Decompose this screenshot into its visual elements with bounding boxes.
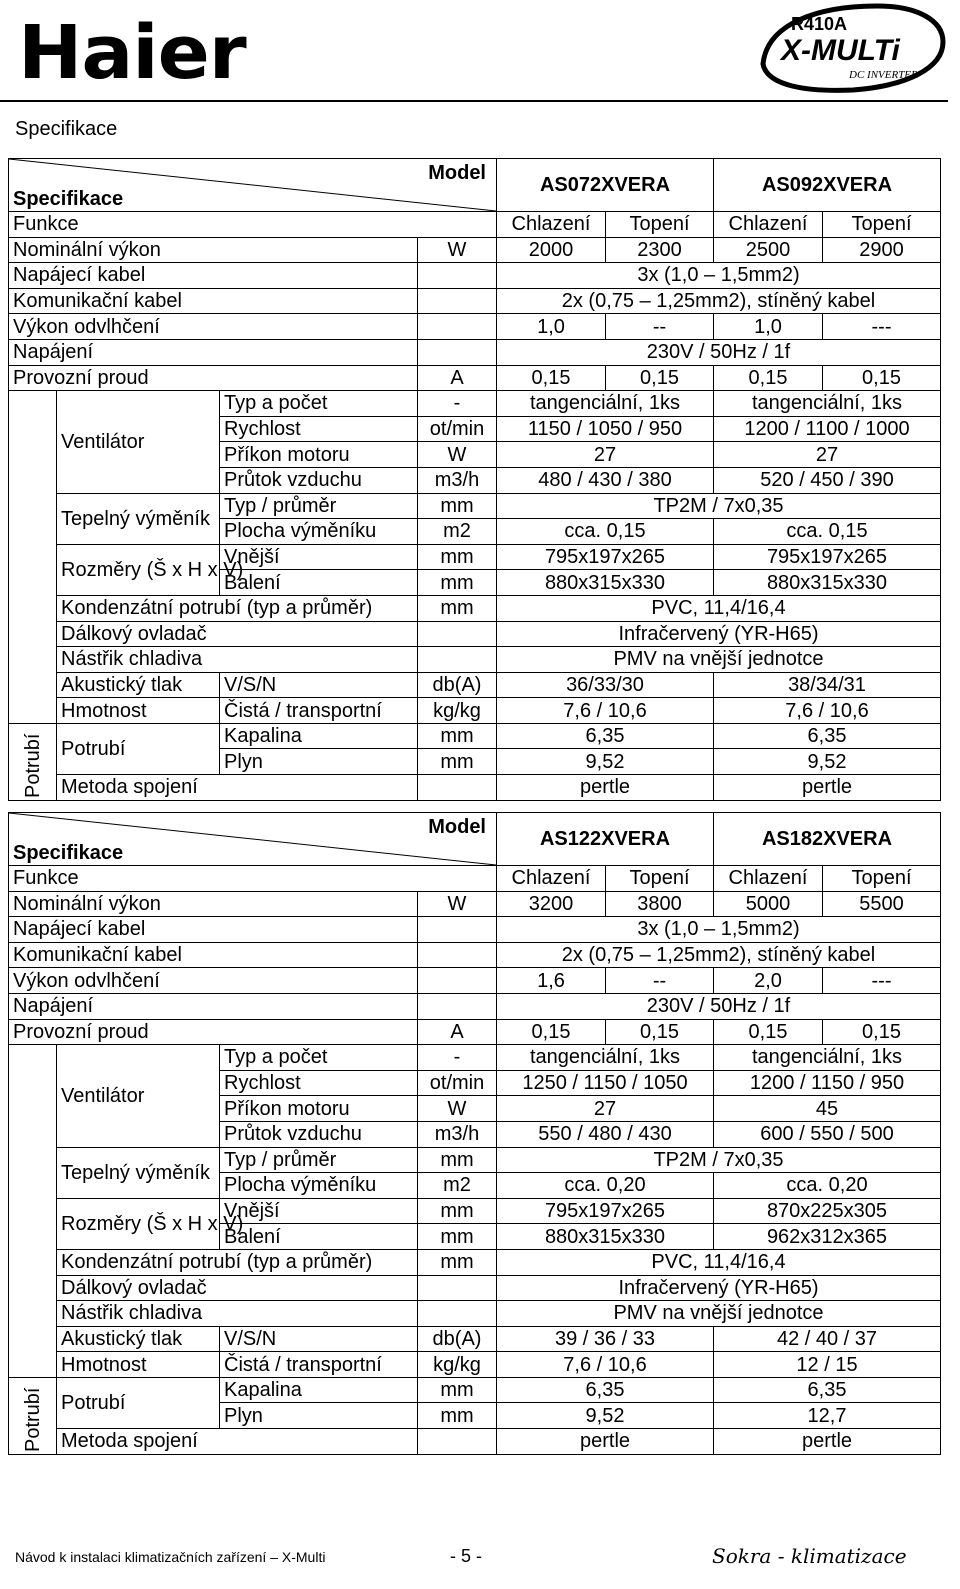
value-cell: 2x (0,75 – 1,25mm2), stíněný kabel [497,942,941,968]
value-cell: 27 [714,442,941,468]
left-margin-cell [9,1173,57,1199]
unit-cell: mm [418,544,497,570]
table-row [9,942,941,968]
row-label: Provozní proud [9,1019,418,1045]
table-row [9,672,941,698]
unit-cell: mm [418,570,497,596]
value-cell: 27 [497,442,714,468]
value-cell: 0,15 [497,365,606,391]
piping-vertical-text: Potrubí [21,733,44,798]
row-label: Komunikační kabel [9,288,418,314]
x-multi-logo [757,2,947,94]
left-margin-cell [9,1326,57,1352]
value-cell: 2000 [497,237,606,263]
left-margin-cell [9,647,57,673]
left-margin-cell [9,544,57,570]
table-row [9,263,941,289]
value-cell: 880x315x330 [497,1224,714,1250]
value-cell: pertle [497,775,714,801]
row-label: Plyn [220,1403,418,1429]
table-row [9,621,941,647]
left-margin-cell [9,1198,57,1224]
group-label: Potrubí [57,1377,220,1428]
left-margin-cell [9,570,57,596]
value-cell: 7,6 / 10,6 [714,698,941,724]
table-row [9,968,941,994]
piping-vertical-text: Potrubí [21,1387,44,1452]
row-label: Příkon motoru [220,442,418,468]
left-margin-cell [9,391,57,417]
unit-cell: W [418,1096,497,1122]
group-label: Tepelný výměník [57,493,220,544]
value-cell: 870x225x305 [714,1198,941,1224]
left-margin-cell [9,1352,57,1378]
model-spec-corner [9,159,497,212]
row-label: Nominální výkon [9,891,418,917]
row-label: Kondenzátní potrubí (typ a průměr) [57,1249,418,1275]
value-cell: 6,35 [714,1377,941,1403]
row-label: Kapalina [220,723,418,749]
value-cell: cca. 0,20 [714,1173,941,1199]
left-margin-cell [9,1224,57,1250]
left-margin-cell [9,1121,57,1147]
value-cell: PMV na vnější jednotce [497,647,941,673]
table-row [9,993,941,1019]
unit-cell: m2 [418,1173,497,1199]
unit-cell: mm [418,749,497,775]
row-label: Metoda spojení [57,775,418,801]
logo-sub-text: DC INVERTER [849,69,918,81]
value-cell: 1,0 [714,314,823,340]
value-cell: 7,6 / 10,6 [497,698,714,724]
table-row [9,544,941,570]
value-cell: cca. 0,20 [497,1173,714,1199]
row-label: Komunikační kabel [9,942,418,968]
left-margin-cell [9,1045,57,1071]
unit-cell [418,1301,497,1327]
group-label: Rozměry (Š x H x V) [57,544,220,595]
unit-cell [418,288,497,314]
mode-cell: Topení [823,212,941,238]
value-cell: 1,6 [497,968,606,994]
value-cell: 795x197x265 [714,544,941,570]
left-margin-cell [9,416,57,442]
row-label: Nástřik chladiva [57,1301,418,1327]
page-title: Specifikace [15,118,118,140]
unit-cell [418,942,497,968]
row-sublabel: V/S/N [220,1326,418,1352]
unit-cell [418,339,497,365]
unit-cell [418,647,497,673]
value-cell: 3800 [606,891,714,917]
unit-cell: - [418,391,497,417]
table-row [9,1147,941,1173]
value-cell: 3x (1,0 – 1,5mm2) [497,917,941,943]
row-label: Akustický tlak [57,1326,220,1352]
table-row [9,1326,941,1352]
model-spec-corner [9,813,497,866]
value-cell: 0,15 [606,365,714,391]
unit-cell: W [418,442,497,468]
refrigerant-label: R410A [791,14,848,34]
table-row [9,1429,941,1455]
value-cell: 1150 / 1050 / 950 [497,416,714,442]
value-cell: cca. 0,15 [714,519,941,545]
spec-label: Specifikace [13,188,124,210]
row-label: Kondenzátní potrubí (typ a průměr) [57,595,418,621]
table-row [9,314,941,340]
row-label: Příkon motoru [220,1096,418,1122]
row-label: Plocha výměníku [220,519,418,545]
row-label: Napájecí kabel [9,917,418,943]
value-cell: 2,0 [714,968,823,994]
left-margin-cell [9,442,57,468]
value-cell: pertle [714,775,941,801]
mode-cell: Chlazení [714,212,823,238]
row-label: Dálkový ovladač [57,621,418,647]
table-row [9,1301,941,1327]
row-label: Napájení [9,339,418,365]
value-cell: 6,35 [497,723,714,749]
row-label: Dálkový ovladač [57,1275,418,1301]
row-label: Průtok vzduchu [220,467,418,493]
left-margin-cell [9,1275,57,1301]
value-cell: PVC, 11,4/16,4 [497,1249,941,1275]
unit-cell: mm [418,1403,497,1429]
value-cell: 5500 [823,891,941,917]
left-margin-cell [9,621,57,647]
value-cell: 600 / 550 / 500 [714,1121,941,1147]
value-cell: 0,15 [714,1019,823,1045]
left-margin-cell [9,1249,57,1275]
value-cell: 795x197x265 [497,544,714,570]
value-cell: 36/33/30 [497,672,714,698]
value-cell: 0,15 [823,1019,941,1045]
footer-company: Sokra - klimatizace [712,1544,907,1568]
value-cell: 2x (0,75 – 1,25mm2), stíněný kabel [497,288,941,314]
left-margin-cell [9,1301,57,1327]
value-cell: 12 / 15 [714,1352,941,1378]
value-cell: 1,0 [497,314,606,340]
group-label: Ventilátor [57,1045,220,1147]
row-label: Výkon odvlhčení [9,314,418,340]
left-margin-cell [9,493,57,519]
value-cell: tangenciální, 1ks [497,391,714,417]
model-label: Model [428,816,486,838]
table-row [9,365,941,391]
table-row [9,647,941,673]
value-cell: TP2M / 7x0,35 [497,1147,941,1173]
table-row [9,339,941,365]
table-row [9,288,941,314]
value-cell: PVC, 11,4/16,4 [497,595,941,621]
unit-cell [418,621,497,647]
spec-table-1 [8,158,941,801]
spec-table-2 [8,812,941,1455]
table-row [9,891,941,917]
row-label: Typ a počet [220,1045,418,1071]
row-label: Nominální výkon [9,237,418,263]
unit-cell [418,917,497,943]
row-sublabel: V/S/N [220,672,418,698]
value-cell: TP2M / 7x0,35 [497,493,941,519]
value-cell: 1200 / 1150 / 950 [714,1070,941,1096]
value-cell: 6,35 [497,1377,714,1403]
row-label: Metoda spojení [57,1429,418,1455]
value-cell: tangenciální, 1ks [497,1045,714,1071]
left-margin-cell [9,1070,57,1096]
value-cell: 1250 / 1150 / 1050 [497,1070,714,1096]
unit-cell: mm [418,723,497,749]
table-row [9,698,941,724]
product-logo-text: X-MULTi [781,34,900,67]
mode-cell: Topení [606,866,714,892]
value-cell: 2300 [606,237,714,263]
table-row [9,1377,941,1403]
piping-side-label [9,723,57,800]
value-cell: 230V / 50Hz / 1f [497,339,941,365]
table-row [9,775,941,801]
unit-cell: W [418,891,497,917]
value-cell: --- [823,314,941,340]
row-label: Typ / průměr [220,1147,418,1173]
row-label: Funkce [9,212,497,238]
left-margin-cell [9,1096,57,1122]
row-label: Rychlost [220,1070,418,1096]
unit-cell: mm [418,1147,497,1173]
value-cell: 230V / 50Hz / 1f [497,993,941,1019]
value-cell: PMV na vnější jednotce [497,1301,941,1327]
value-cell: 2500 [714,237,823,263]
value-cell: 0,15 [823,365,941,391]
value-cell: 42 / 40 / 37 [714,1326,941,1352]
value-cell: 3x (1,0 – 1,5mm2) [497,263,941,289]
unit-cell: mm [418,493,497,519]
group-label: Potrubí [57,723,220,774]
row-label: Průtok vzduchu [220,1121,418,1147]
page-number: - 5 - [450,1546,483,1566]
value-cell: tangenciální, 1ks [714,391,941,417]
value-cell: cca. 0,15 [497,519,714,545]
unit-cell [418,993,497,1019]
unit-cell [418,1275,497,1301]
value-cell: 39 / 36 / 33 [497,1326,714,1352]
mode-cell: Topení [823,866,941,892]
row-label: Typ a počet [220,391,418,417]
row-sublabel: Čistá / transportní [220,698,418,724]
model-label: Model [428,162,486,184]
row-label: Výkon odvlhčení [9,968,418,994]
value-cell: 0,15 [497,1019,606,1045]
value-cell: 45 [714,1096,941,1122]
mode-cell: Chlazení [714,866,823,892]
unit-cell [418,1429,497,1455]
value-cell: 2900 [823,237,941,263]
left-margin-cell [9,698,57,724]
row-label: Funkce [9,866,497,892]
mode-cell: Chlazení [497,212,606,238]
value-cell: Infračervený (YR-H65) [497,621,941,647]
unit-cell: db(A) [418,1326,497,1352]
value-cell: 520 / 450 / 390 [714,467,941,493]
row-sublabel: Čistá / transportní [220,1352,418,1378]
row-label: Napájecí kabel [9,263,418,289]
row-label: Provozní proud [9,365,418,391]
row-label: Vnější [220,1198,418,1224]
mode-cell: Chlazení [497,866,606,892]
table-row [9,595,941,621]
value-cell: 1200 / 1100 / 1000 [714,416,941,442]
unit-cell: mm [418,1377,497,1403]
value-cell: 550 / 480 / 430 [497,1121,714,1147]
left-margin-cell [9,1147,57,1173]
left-margin-cell [9,519,57,545]
value-cell: 962x312x365 [714,1224,941,1250]
brand-logo: Haier [18,10,246,96]
value-cell: -- [606,314,714,340]
group-label: Tepelný výměník [57,1147,220,1198]
left-margin-cell [9,672,57,698]
unit-cell: - [418,1045,497,1071]
unit-cell [418,263,497,289]
unit-cell: db(A) [418,672,497,698]
footer-manual-title: Návod k instalaci klimatizačních zařízení – X-Multi [15,1549,326,1565]
unit-cell [418,314,497,340]
unit-cell: ot/min [418,416,497,442]
value-cell: 38/34/31 [714,672,941,698]
value-cell: 0,15 [714,365,823,391]
table-row [9,212,941,238]
row-label: Rychlost [220,416,418,442]
value-cell: 7,6 / 10,6 [497,1352,714,1378]
piping-side-label [9,1377,57,1454]
value-cell: 9,52 [497,749,714,775]
row-label: Vnější [220,544,418,570]
value-cell: 795x197x265 [497,1198,714,1224]
row-label: Kapalina [220,1377,418,1403]
value-cell: 880x315x330 [497,570,714,596]
table-row [9,493,941,519]
table-row [9,1198,941,1224]
value-cell: pertle [497,1429,714,1455]
model-name: AS092XVERA [714,159,941,212]
row-label: Napájení [9,993,418,1019]
value-cell: --- [823,968,941,994]
row-label: Hmotnost [57,698,220,724]
row-label: Nástřik chladiva [57,647,418,673]
table-row [9,237,941,263]
model-name: AS122XVERA [497,813,714,866]
model-name: AS072XVERA [497,159,714,212]
value-cell: 6,35 [714,723,941,749]
value-cell: tangenciální, 1ks [714,1045,941,1071]
unit-cell: mm [418,1224,497,1250]
value-cell: Infračervený (YR-H65) [497,1275,941,1301]
value-cell: 9,52 [714,749,941,775]
header-divider [0,100,948,102]
row-label: Typ / průměr [220,493,418,519]
unit-cell: A [418,1019,497,1045]
unit-cell: ot/min [418,1070,497,1096]
group-label: Ventilátor [57,391,220,493]
value-cell: 3200 [497,891,606,917]
unit-cell [418,775,497,801]
left-margin-cell [9,595,57,621]
unit-cell: m3/h [418,467,497,493]
value-cell: -- [606,968,714,994]
row-label: Balení [220,1224,418,1250]
table-row [9,917,941,943]
unit-cell: kg/kg [418,698,497,724]
unit-cell: W [418,237,497,263]
unit-cell: m2 [418,519,497,545]
value-cell: pertle [714,1429,941,1455]
unit-cell: mm [418,1249,497,1275]
table-row [9,391,941,417]
table-row [9,1275,941,1301]
table-row [9,723,941,749]
value-cell: 9,52 [497,1403,714,1429]
unit-cell: kg/kg [418,1352,497,1378]
spec-label: Specifikace [13,842,124,864]
unit-cell: m3/h [418,1121,497,1147]
table-row [9,1045,941,1071]
row-label: Plyn [220,749,418,775]
table-row [9,1249,941,1275]
unit-cell: A [418,365,497,391]
model-name: AS182XVERA [714,813,941,866]
value-cell: 480 / 430 / 380 [497,467,714,493]
left-margin-cell [9,467,57,493]
table-row [9,866,941,892]
value-cell: 880x315x330 [714,570,941,596]
row-label: Plocha výměníku [220,1173,418,1199]
row-label: Akustický tlak [57,672,220,698]
value-cell: 0,15 [606,1019,714,1045]
group-label: Rozměry (Š x H x V) [57,1198,220,1249]
unit-cell: mm [418,595,497,621]
unit-cell: mm [418,1198,497,1224]
value-cell: 5000 [714,891,823,917]
value-cell: 12,7 [714,1403,941,1429]
table-row [9,1352,941,1378]
row-label: Balení [220,570,418,596]
table-row [9,1019,941,1045]
value-cell: 27 [497,1096,714,1122]
unit-cell [418,968,497,994]
row-label: Hmotnost [57,1352,220,1378]
mode-cell: Topení [606,212,714,238]
